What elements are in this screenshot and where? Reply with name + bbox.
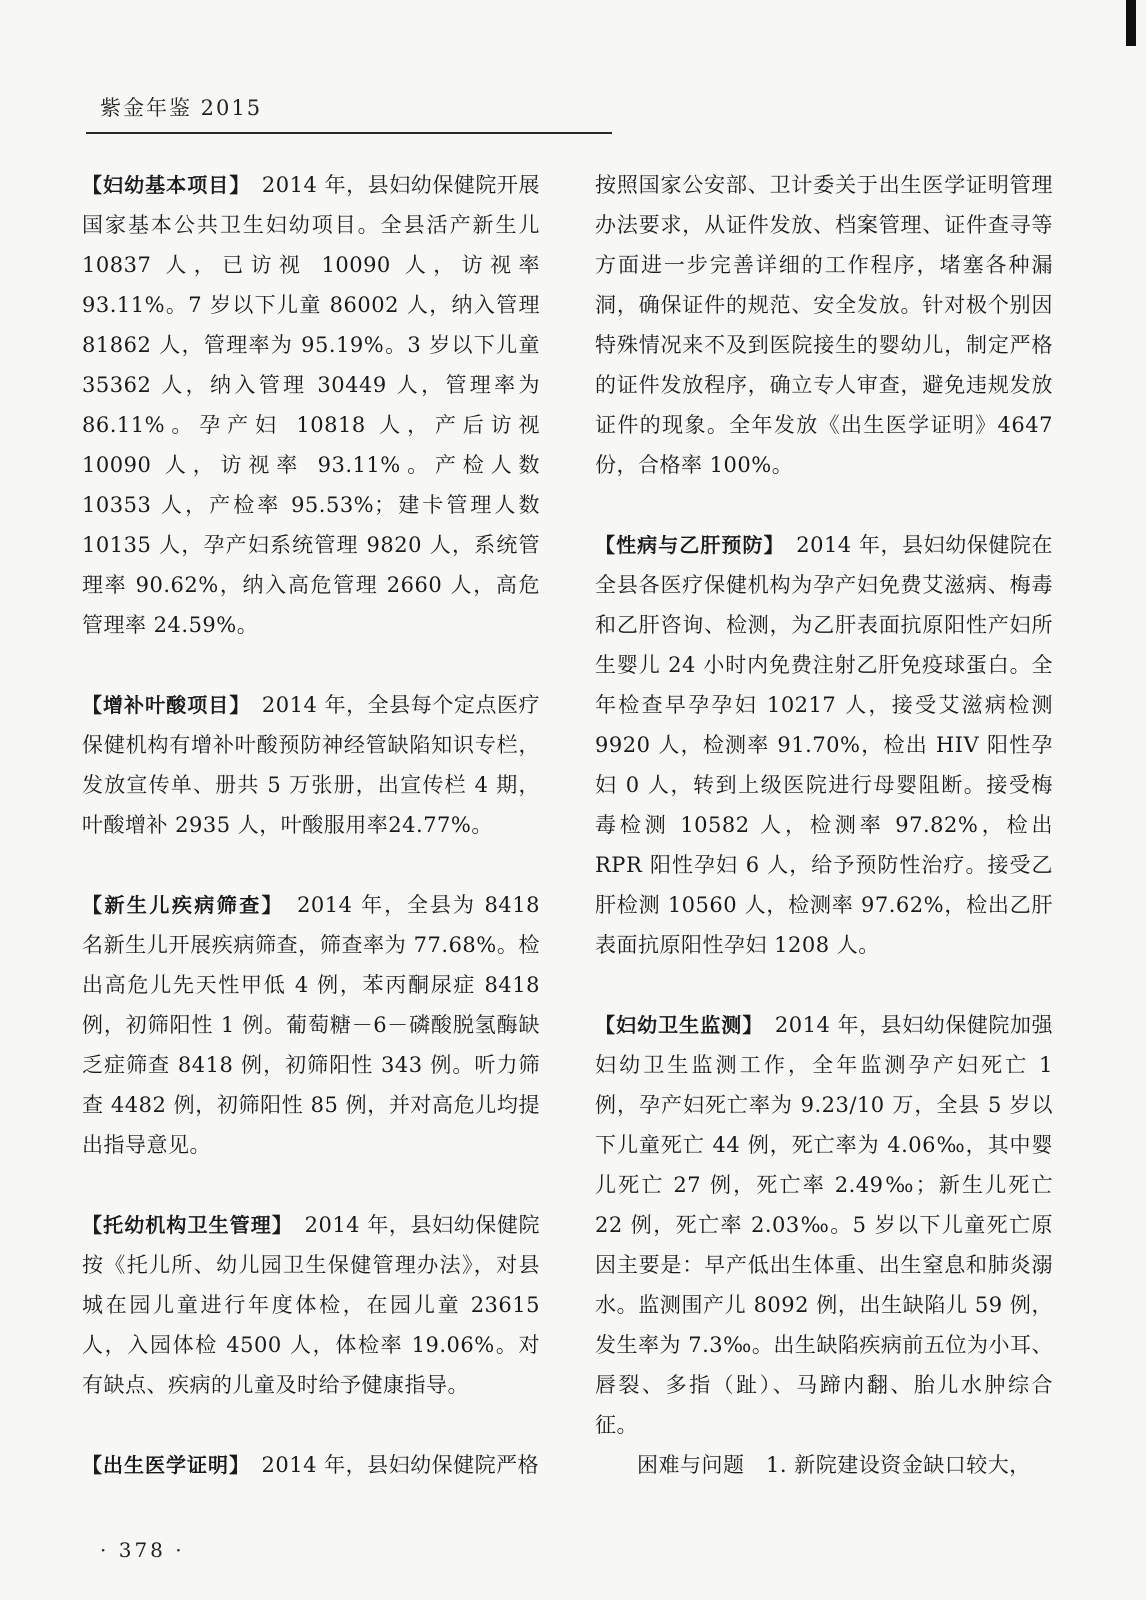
section-std-hepatitis — [595, 525, 1053, 965]
section-body: 2014 年，县妇幼保健院加强妇幼卫生监测工作，全年监测孕产妇死亡 1 例，孕产妇死亡率为 9.23/10 万，全县 5 岁以下儿童死亡 44 例，死亡率为 4.06‰，其中婴儿死亡 27 例，死亡率 2.49‰；新生儿死亡 22 例，死亡率 2.03‰。5 岁以下儿童死亡原因主要是：早产低出生体重、出生窒息和肺炎溺水。监测围产儿 8092 例，出生缺陷儿 59 例，发生率为 7.3‰。出生缺陷疾病前五位为小耳、唇裂、多指（趾）、马蹄内翻、胎儿水肿综合征。 — [595, 1013, 1053, 1437]
left-column — [82, 165, 540, 1485]
section-body: 2014 年，县妇幼保健院开展国家基本公共卫生妇幼项目。全县活产新生儿 10837 人，已访视 10090 人，访视率 93.11%。7 岁以下儿童 86002 人，纳入管理 81862 人，管理率为 95.19%。3 岁以下儿童 35362 人，纳入管理 30449 人，管理率为 86.11%。孕产妇 10818 人，产后访视 10090 人，访视率 93.11%。产检人数 10353 人，产检率 95.53%；建卡管理人数 10135 人，孕产妇系统管理 9820 人，系统管理率 90.62%，纳入高危管理 2660 人，高危管理率 24.59%。 — [82, 173, 540, 637]
section-health-monitoring — [595, 1005, 1053, 1445]
running-header-title: 紫金年鉴 2015 — [100, 96, 263, 120]
section-heading: 【增补叶酸项目】 — [82, 693, 241, 717]
section-body: 2014 年，县妇幼保健院在全县各医疗保健机构为孕产妇免费艾滋病、梅毒和乙肝咨询、检测，为乙肝表面抗原阳性产妇所生婴儿 24 小时内免费注射乙肝免疫球蛋白。全年检查早孕孕妇 10217 人，接受艾滋病检测 9920 人，检测率 91.70%，检出 HIV 阳性孕妇 0 人，转到上级医院进行母婴阻断。接受梅毒检测 10582 人，检测率 97.82%，检出 RPR 阳性孕妇 6 人，给予预防性治疗。接受乙肝检测 10560 人，检测率 97.62%，检出乙肝表面抗原阳性孕妇 1208 人。 — [595, 533, 1053, 957]
section-body: 困难与问题 1. 新院建设资金缺口较大， — [637, 1453, 1031, 1477]
section-body: 按照国家公安部、卫计委关于出生医学证明管理办法要求，从证件发放、档案管理、证件查寻等方面进一步完善详细的工作程序，堵塞各种漏洞，确保证件的规范、安全发放。针对极个别因特殊情况来不及到医院接生的婴幼儿，制定严格的证件发放程序，确立专人审查，避免违规发放证件的现象。全年发放《出生医学证明》4647 份，合格率 100%。 — [595, 173, 1053, 477]
section-heading: 【托幼机构卫生管理】 — [82, 1213, 283, 1237]
section-birth-certificate — [82, 1445, 540, 1485]
section-heading: 【新生儿疾病筛查】 — [82, 893, 275, 917]
right-column — [595, 165, 1053, 1485]
section-birth-certificate-continued — [595, 165, 1053, 485]
section-heading: 【性病与乙肝预防】 — [595, 533, 775, 557]
section-body: 2014 年，县妇幼保健院严格 — [240, 1453, 540, 1477]
section-heading: 【出生医学证明】 — [82, 1453, 240, 1477]
section-newborn-screening — [82, 885, 540, 1165]
section-maternal-child-basic — [82, 165, 540, 645]
section-body: 2014 年，县妇幼保健院按《托儿所、幼儿园卫生保健管理办法》，对县城在园儿童进行年度体检，在园儿童 23615 人，入园体检 4500 人，体检率 19.06%。对有缺点、疾病的儿童及时给予健康指导。 — [82, 1213, 541, 1397]
page-number: · 378 · — [100, 1538, 185, 1562]
scan-edge-mark — [1126, 0, 1136, 46]
section-heading: 【妇幼基本项目】 — [82, 173, 241, 197]
section-heading: 【妇幼卫生监测】 — [595, 1013, 754, 1037]
header-rule — [86, 132, 612, 134]
section-body: 2014 年，全县每个定点医疗保健机构有增补叶酸预防神经管缺陷知识专栏，发放宣传单、册共 5 万张册，出宣传栏 4 期，叶酸增补 2935 人，叶酸服用率24.77%。 — [82, 693, 540, 837]
section-body: 2014 年，全县为 8418 名新生儿开展疾病筛查，筛查率为 77.68%。检出高危儿先天性甲低 4 例，苯丙酮尿症 8418 例，初筛阳性 1 例。葡萄糖－6－磷酸脱氢酶缺乏症筛查 8418 例，初筛阳性 343 例。听力筛查 4482 例，初筛阳性 85 例，并对高危儿均提出指导意见。 — [82, 893, 540, 1157]
section-childcare-hygiene — [82, 1205, 540, 1405]
section-folic-acid — [82, 685, 540, 845]
section-difficulties — [595, 1445, 1053, 1485]
